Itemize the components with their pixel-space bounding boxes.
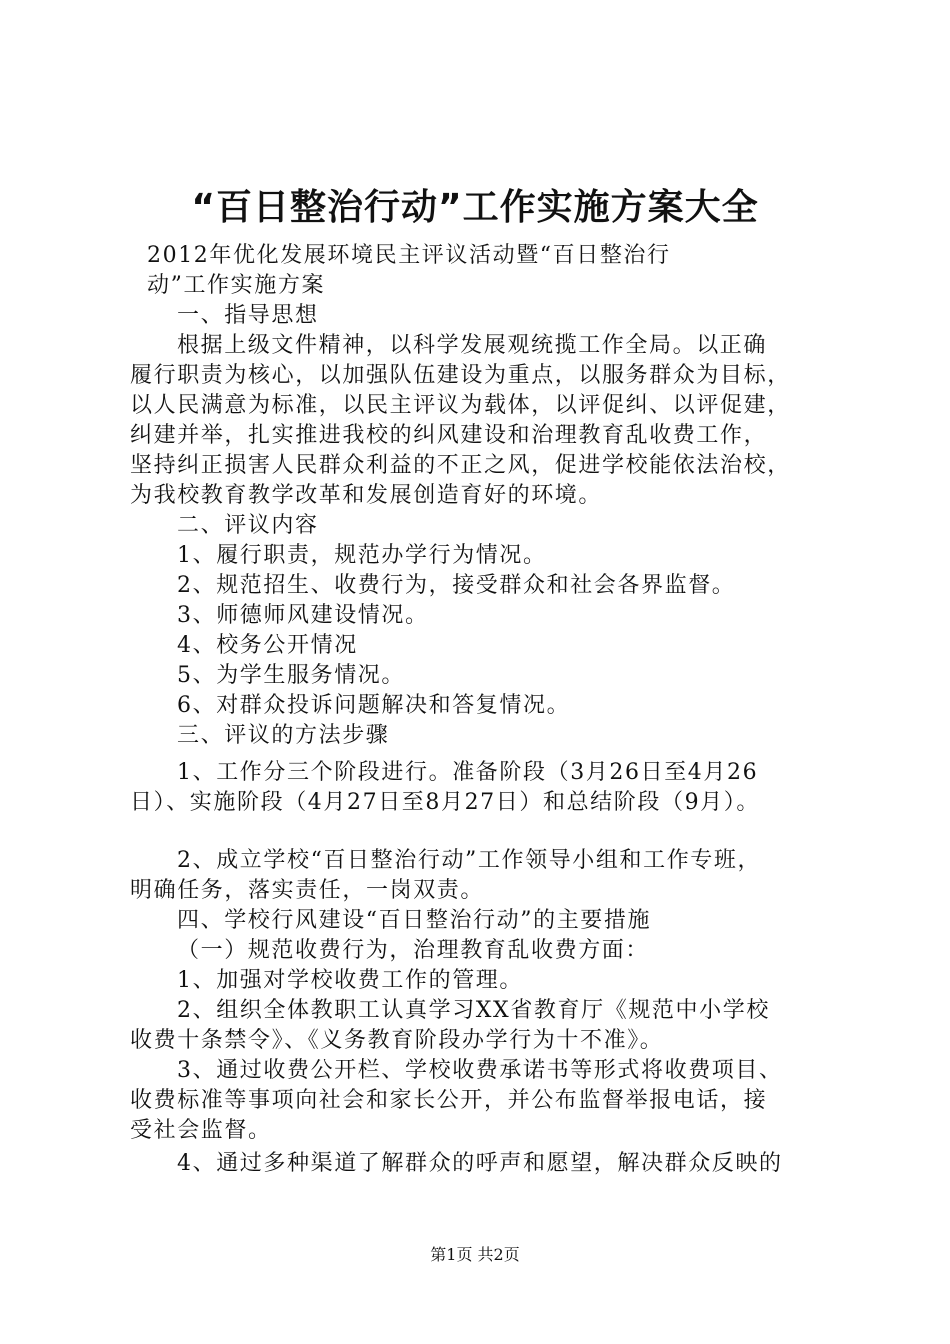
text-line: 纠建并举，扎实推进我校的纠风建设和治理教育乱收费工作， [130,423,768,448]
list-item: 1、加强对学校收费工作的管理。 [177,968,523,993]
text-line: 2、组织全体教职工认真学习XX省教育厅《规范中小学校 [177,998,770,1023]
text-line: 动”工作实施方案 [147,273,326,298]
text-line: 履行职责为核心，以加强队伍建设为重点，以服务群众为目标， [130,363,791,388]
text-line: 收费标准等事项向社会和家长公开，并公布监督举报电话，接 [130,1088,768,1113]
text-line: 为我校教育教学改革和发展创造育好的环境。 [130,483,603,508]
text-line: 2、成立学校“百日整治行动”工作领导小组和工作专班， [177,848,762,873]
text-line: 坚持纠正损害人民群众利益的不正之风，促进学校能依法治校， [130,453,791,478]
list-item: 2、规范招生、收费行为，接受群众和社会各界监督。 [177,573,736,598]
text-line: 以人民满意为标准，以民主评议为载体，以评促纠、以评促建， [130,393,791,418]
text-line: 4、通过多种渠道了解群众的呼声和愿望，解决群众反映的 [177,1151,783,1176]
list-item: 3、师德师风建设情况。 [177,603,429,628]
section-heading: 三、评议的方法步骤 [177,723,390,748]
document-title: “百日整治行动”工作实施方案大全 [191,187,759,228]
page-footer: 第1页 共2页 [430,1245,520,1264]
list-item: 1、履行职责，规范办学行为情况。 [177,543,547,568]
text-line: 受社会监督。 [130,1118,272,1143]
text-line: 1、工作分三个阶段进行。准备阶段（3月26日至4月26 [177,760,759,785]
section-heading: 四、学校行风建设“百日整治行动”的主要措施 [177,908,652,933]
text-line: 明确任务，落实责任，一岗双责。 [130,878,485,903]
list-item: 5、为学生服务情况。 [177,663,405,688]
text-line: 2012年优化发展环境民主评议活动暨“百日整治行 [147,243,671,268]
text-line: 3、通过收费公开栏、学校收费承诺书等形式将收费项目、 [177,1058,783,1083]
text-line: 根据上级文件精神，以科学发展观统揽工作全局。以正确 [177,333,768,358]
section-heading: 一、指导思想 [177,303,319,328]
text-line: 收费十条禁令》、《义务教育阶段办学行为十不准》。 [130,1028,664,1053]
list-item: 6、对群众投诉问题解决和答复情况。 [177,693,571,718]
list-item: 4、校务公开情况 [177,633,358,658]
subsection-heading: （一）规范收费行为，治理教育乱收费方面： [177,938,650,963]
section-heading: 二、评议内容 [177,513,319,538]
text-line: 日）、实施阶段（4月27日至8月27日）和总结阶段（9月）。 [130,790,760,815]
